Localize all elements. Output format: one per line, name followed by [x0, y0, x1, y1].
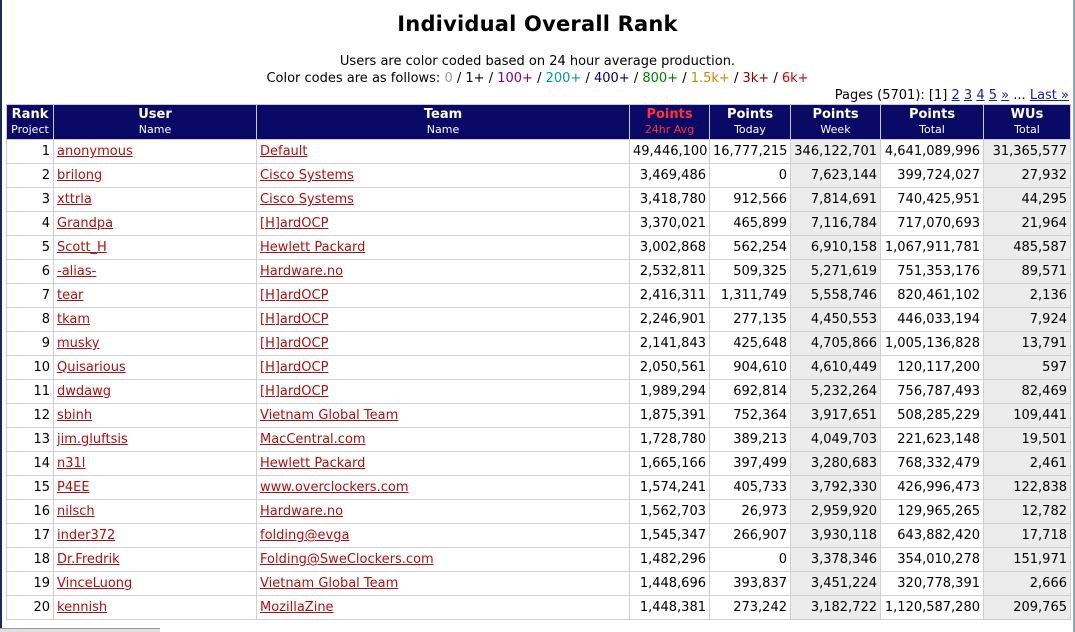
- table-row: [7, 236, 1071, 260]
- rank-cell: 9: [7, 332, 54, 356]
- points-week-cell: 3,792,330: [791, 476, 881, 500]
- points-24hr-avg-cell: 1,482,296: [630, 548, 710, 572]
- points-week-cell: 346,122,701: [791, 140, 881, 164]
- user-link[interactable]: xttrla: [57, 192, 92, 207]
- col-header-points-total[interactable]: Points Total: [881, 105, 984, 140]
- points-today-cell: 0: [710, 164, 791, 188]
- wus-total-cell: 2,136: [984, 284, 1071, 308]
- rank-cell: 3: [7, 188, 54, 212]
- team-cell: [257, 140, 630, 164]
- team-link[interactable]: Vietnam Global Team: [260, 576, 399, 591]
- team-cell: [257, 404, 630, 428]
- user-link[interactable]: VinceLuong: [57, 576, 133, 591]
- table-row: [7, 356, 1071, 380]
- points-total-cell: 1,120,587,280: [881, 596, 984, 620]
- points-week-cell: 2,959,920: [791, 500, 881, 524]
- points-total-cell: 320,778,391: [881, 572, 984, 596]
- points-today-cell: 1,311,749: [710, 284, 791, 308]
- wus-total-cell: 151,971: [984, 548, 1071, 572]
- team-link[interactable]: Default: [260, 144, 308, 159]
- points-24hr-avg-cell: 1,728,780: [630, 428, 710, 452]
- team-link[interactable]: [H]ardOCP: [260, 384, 329, 399]
- user-link[interactable]: nilsch: [57, 504, 95, 519]
- rank-cell: 16: [7, 500, 54, 524]
- points-week-cell: 4,610,449: [791, 356, 881, 380]
- team-cell: [257, 452, 630, 476]
- pagination: [835, 88, 1069, 103]
- rank-cell: 4: [7, 212, 54, 236]
- wus-total-cell: 122,838: [984, 476, 1071, 500]
- user-cell: [54, 524, 257, 548]
- points-total-cell: 768,332,479: [881, 452, 984, 476]
- points-24hr-avg-cell: 2,050,561: [630, 356, 710, 380]
- table-row: [7, 572, 1071, 596]
- user-cell: [54, 380, 257, 404]
- user-link[interactable]: -alias-: [57, 264, 97, 279]
- color-code-item: 1.5k+: [690, 71, 730, 86]
- user-cell: [54, 308, 257, 332]
- team-link[interactable]: Hewlett Packard: [260, 456, 366, 471]
- user-cell: [54, 356, 257, 380]
- rank-cell: 19: [7, 572, 54, 596]
- team-cell: [257, 188, 630, 212]
- user-cell: [54, 236, 257, 260]
- points-today-cell: 393,837: [710, 572, 791, 596]
- points-total-cell: 643,882,420: [881, 524, 984, 548]
- table-row: [7, 284, 1071, 308]
- horizontal-scrollbar[interactable]: [0, 628, 160, 632]
- user-cell: [54, 284, 257, 308]
- points-today-cell: 397,499: [710, 452, 791, 476]
- table-row: [7, 164, 1071, 188]
- user-cell: [54, 476, 257, 500]
- team-cell: [257, 236, 630, 260]
- color-code-separator: /: [452, 71, 466, 86]
- points-total-cell: 717,070,693: [881, 212, 984, 236]
- table-header-row: [7, 105, 1071, 140]
- team-cell: [257, 476, 630, 500]
- team-cell: [257, 548, 630, 572]
- col-header-team[interactable]: Team Name: [257, 105, 630, 140]
- points-week-cell: 4,450,553: [791, 308, 881, 332]
- user-cell: [54, 428, 257, 452]
- points-week-cell: 4,705,866: [791, 332, 881, 356]
- points-week-cell: 3,378,346: [791, 548, 881, 572]
- rank-table-body: [7, 140, 1071, 620]
- points-week-cell: 3,280,683: [791, 452, 881, 476]
- color-code-item: 6k+: [781, 71, 809, 86]
- wus-total-cell: 89,571: [984, 260, 1071, 284]
- team-link[interactable]: Hardware.no: [260, 504, 344, 519]
- window-frame-left: [0, 0, 2, 632]
- points-24hr-avg-cell: 3,469,486: [630, 164, 710, 188]
- rank-cell: 1: [7, 140, 54, 164]
- rank-cell: 8: [7, 308, 54, 332]
- color-code-legend-label: Color codes are as follows:: [266, 71, 441, 86]
- points-total-cell: 751,353,176: [881, 260, 984, 284]
- wus-total-cell: 2,461: [984, 452, 1071, 476]
- points-today-cell: 405,733: [710, 476, 791, 500]
- points-total-cell: 354,010,278: [881, 548, 984, 572]
- user-link[interactable]: n31l: [57, 456, 86, 471]
- team-cell: [257, 500, 630, 524]
- col-header-points-today[interactable]: Points Today: [710, 105, 791, 140]
- wus-total-cell: 2,666: [984, 572, 1071, 596]
- points-today-cell: 509,325: [710, 260, 791, 284]
- wus-total-cell: 12,782: [984, 500, 1071, 524]
- color-code-separator: /: [532, 71, 546, 86]
- user-cell: [54, 548, 257, 572]
- rank-cell: 17: [7, 524, 54, 548]
- points-today-cell: 26,973: [710, 500, 791, 524]
- points-24hr-avg-cell: 1,574,241: [630, 476, 710, 500]
- points-today-cell: 904,610: [710, 356, 791, 380]
- points-total-cell: 221,623,148: [881, 428, 984, 452]
- color-code-item: 0: [444, 71, 453, 86]
- rank-cell: 20: [7, 596, 54, 620]
- user-link[interactable]: dwdawg: [57, 384, 111, 399]
- points-total-cell: 820,461,102: [881, 284, 984, 308]
- points-total-cell: 1,067,911,781: [881, 236, 984, 260]
- points-today-cell: 273,242: [710, 596, 791, 620]
- table-row: [7, 524, 1071, 548]
- user-link[interactable]: tear: [57, 288, 84, 303]
- points-24hr-avg-cell: 1,989,294: [630, 380, 710, 404]
- points-total-cell: 740,425,951: [881, 188, 984, 212]
- points-week-cell: 3,182,722: [791, 596, 881, 620]
- points-total-cell: 4,641,089,996: [881, 140, 984, 164]
- points-today-cell: 16,777,215: [710, 140, 791, 164]
- rank-cell: 11: [7, 380, 54, 404]
- table-row: [7, 476, 1071, 500]
- points-week-cell: 5,271,619: [791, 260, 881, 284]
- wus-total-cell: 31,365,577: [984, 140, 1071, 164]
- user-cell: [54, 572, 257, 596]
- pagination-ellipsis: ...: [1013, 88, 1026, 103]
- page-title: Individual Overall Rank: [397, 12, 678, 36]
- team-cell: [257, 380, 630, 404]
- points-today-cell: 692,814: [710, 380, 791, 404]
- team-link[interactable]: Hardware.no: [260, 264, 344, 279]
- team-link[interactable]: Cisco Systems: [260, 192, 354, 207]
- team-link[interactable]: [H]ardOCP: [260, 216, 329, 231]
- points-today-cell: 0: [710, 548, 791, 572]
- points-24hr-avg-cell: 1,545,347: [630, 524, 710, 548]
- points-week-cell: 7,116,784: [791, 212, 881, 236]
- points-24hr-avg-cell: 2,141,843: [630, 332, 710, 356]
- pagination-page-4[interactable]: 4: [976, 88, 985, 103]
- table-row: [7, 188, 1071, 212]
- table-row: [7, 308, 1071, 332]
- team-link[interactable]: MozillaZine: [260, 600, 334, 615]
- points-total-cell: 756,787,493: [881, 380, 984, 404]
- points-week-cell: 3,451,224: [791, 572, 881, 596]
- pagination-next-link[interactable]: »: [1001, 88, 1010, 103]
- user-link[interactable]: anonymous: [57, 144, 133, 159]
- team-link[interactable]: Hewlett Packard: [260, 240, 366, 255]
- user-link[interactable]: P4EE: [57, 480, 90, 495]
- color-code-item: 800+: [642, 71, 679, 86]
- rank-table: [6, 104, 1071, 620]
- user-cell: [54, 260, 257, 284]
- user-link[interactable]: musky: [57, 336, 100, 351]
- user-link[interactable]: brilong: [57, 168, 103, 183]
- col-header-user[interactable]: User Name: [54, 105, 257, 140]
- team-cell: [257, 284, 630, 308]
- rank-cell: 14: [7, 452, 54, 476]
- team-link[interactable]: [H]ardOCP: [260, 336, 329, 351]
- user-cell: [54, 452, 257, 476]
- rank-cell: 5: [7, 236, 54, 260]
- user-link[interactable]: tkam: [57, 312, 91, 327]
- user-cell: [54, 188, 257, 212]
- user-link[interactable]: Quisarious: [57, 360, 126, 375]
- team-cell: [257, 260, 630, 284]
- rank-cell: 12: [7, 404, 54, 428]
- points-24hr-avg-cell: 2,416,311: [630, 284, 710, 308]
- wus-total-cell: 19,501: [984, 428, 1071, 452]
- table-row: [7, 452, 1071, 476]
- wus-total-cell: 7,924: [984, 308, 1071, 332]
- points-today-cell: 562,254: [710, 236, 791, 260]
- team-cell: [257, 572, 630, 596]
- team-cell: [257, 164, 630, 188]
- color-code-item: 100+: [497, 71, 533, 86]
- team-link[interactable]: [H]ardOCP: [260, 360, 329, 375]
- points-total-cell: 120,117,200: [881, 356, 984, 380]
- points-today-cell: 912,566: [710, 188, 791, 212]
- table-row: [7, 332, 1071, 356]
- color-code-item: 200+: [545, 71, 582, 86]
- wus-total-cell: 27,932: [984, 164, 1071, 188]
- rank-cell: 18: [7, 548, 54, 572]
- team-cell: [257, 428, 630, 452]
- user-cell: [54, 332, 257, 356]
- rank-cell: 6: [7, 260, 54, 284]
- color-code-separator: /: [629, 71, 643, 86]
- user-link[interactable]: jim.gluftsis: [57, 432, 128, 447]
- points-week-cell: 7,623,144: [791, 164, 881, 188]
- rank-cell: 7: [7, 284, 54, 308]
- user-link[interactable]: kennish: [57, 600, 108, 615]
- points-today-cell: 752,364: [710, 404, 791, 428]
- points-week-cell: 6,910,158: [791, 236, 881, 260]
- user-cell: [54, 500, 257, 524]
- user-cell: [54, 140, 257, 164]
- pagination-page-2[interactable]: 2: [951, 88, 960, 103]
- color-code-item: 400+: [593, 71, 630, 86]
- table-row: [7, 260, 1071, 284]
- user-cell: [54, 596, 257, 620]
- table-row: [7, 500, 1071, 524]
- rank-cell: 10: [7, 356, 54, 380]
- wus-total-cell: 485,587: [984, 236, 1071, 260]
- points-today-cell: 266,907: [710, 524, 791, 548]
- team-link[interactable]: Vietnam Global Team: [260, 408, 399, 423]
- team-cell: [257, 308, 630, 332]
- color-code-separator: /: [581, 71, 594, 86]
- points-week-cell: 3,917,651: [791, 404, 881, 428]
- wus-total-cell: 597: [984, 356, 1071, 380]
- points-total-cell: 129,965,265: [881, 500, 984, 524]
- wus-total-cell: 17,718: [984, 524, 1071, 548]
- col-header-wus-total[interactable]: WUs Total: [984, 105, 1071, 140]
- points-today-cell: 389,213: [710, 428, 791, 452]
- points-24hr-avg-cell: 3,418,780: [630, 188, 710, 212]
- points-24hr-avg-cell: 2,532,811: [630, 260, 710, 284]
- color-code-separator: /: [769, 71, 782, 86]
- user-link[interactable]: Grandpa: [57, 216, 114, 231]
- color-code-item: 3k+: [742, 71, 770, 86]
- color-code-separator: /: [484, 71, 498, 86]
- pagination-last-link[interactable]: Last »: [1029, 88, 1069, 103]
- points-24hr-avg-cell: 1,448,696: [630, 572, 710, 596]
- wus-total-cell: 82,469: [984, 380, 1071, 404]
- team-link[interactable]: [H]ardOCP: [260, 312, 329, 327]
- points-total-cell: 1,005,136,828: [881, 332, 984, 356]
- points-24hr-avg-cell: 3,002,868: [630, 236, 710, 260]
- points-today-cell: 425,648: [710, 332, 791, 356]
- points-today-cell: 465,899: [710, 212, 791, 236]
- rank-cell: 2: [7, 164, 54, 188]
- team-link[interactable]: MacCentral.com: [260, 432, 366, 447]
- team-link[interactable]: [H]ardOCP: [260, 288, 329, 303]
- col-header-points-24hr-avg[interactable]: Points 24hr Avg: [630, 105, 710, 140]
- pagination-label: Pages (5701):: [834, 88, 925, 103]
- pagination-page-5[interactable]: 5: [988, 88, 998, 103]
- rank-cell: 13: [7, 428, 54, 452]
- points-24hr-avg-cell: 3,370,021: [630, 212, 710, 236]
- team-link[interactable]: Cisco Systems: [260, 168, 354, 183]
- wus-total-cell: 109,441: [984, 404, 1071, 428]
- user-link[interactable]: sbinh: [57, 408, 93, 423]
- table-row: [7, 140, 1071, 164]
- wus-total-cell: 44,295: [984, 188, 1071, 212]
- color-code-separator: /: [729, 71, 743, 86]
- points-24hr-avg-cell: 1,448,381: [630, 596, 710, 620]
- rank-cell: 15: [7, 476, 54, 500]
- points-week-cell: 4,049,703: [791, 428, 881, 452]
- col-header-rank[interactable]: Rank Project: [7, 105, 54, 140]
- color-code-list: [444, 71, 808, 86]
- team-cell: [257, 332, 630, 356]
- team-cell: [257, 524, 630, 548]
- table-row: [7, 428, 1071, 452]
- col-header-points-week[interactable]: Points Week: [791, 105, 881, 140]
- table-row: [7, 212, 1071, 236]
- color-code-separator: /: [678, 71, 691, 86]
- points-24hr-avg-cell: 1,562,703: [630, 500, 710, 524]
- team-cell: [257, 212, 630, 236]
- team-link[interactable]: www.overclockers.com: [260, 480, 409, 495]
- user-cell: [54, 164, 257, 188]
- color-code-legend: [0, 71, 1075, 86]
- points-week-cell: 5,232,264: [791, 380, 881, 404]
- table-row: [7, 548, 1071, 572]
- pagination-current-page: [1]: [928, 88, 948, 103]
- user-link[interactable]: Scott_H: [57, 240, 107, 255]
- points-total-cell: 508,285,229: [881, 404, 984, 428]
- pagination-page-3[interactable]: 3: [963, 88, 973, 103]
- team-cell: [257, 596, 630, 620]
- team-link[interactable]: Folding@SweClockers.com: [260, 552, 434, 567]
- color-code-description: Users are color coded based on 24 hour average production.: [339, 54, 736, 69]
- user-cell: [54, 404, 257, 428]
- wus-total-cell: 21,964: [984, 212, 1071, 236]
- points-total-cell: 446,033,194: [881, 308, 984, 332]
- points-week-cell: 3,930,118: [791, 524, 881, 548]
- points-week-cell: 5,558,746: [791, 284, 881, 308]
- points-week-cell: 7,814,691: [791, 188, 881, 212]
- points-24hr-avg-cell: 1,665,166: [630, 452, 710, 476]
- table-row: [7, 596, 1071, 620]
- points-total-cell: 399,724,027: [881, 164, 984, 188]
- wus-total-cell: 13,791: [984, 332, 1071, 356]
- color-code-item: 1+: [465, 71, 485, 86]
- points-24hr-avg-cell: 49,446,100: [630, 140, 710, 164]
- user-link[interactable]: Dr.Fredrik: [57, 552, 120, 567]
- user-cell: [54, 212, 257, 236]
- table-row: [7, 380, 1071, 404]
- team-cell: [257, 356, 630, 380]
- points-today-cell: 277,135: [710, 308, 791, 332]
- table-row: [7, 404, 1071, 428]
- points-24hr-avg-cell: 2,246,901: [630, 308, 710, 332]
- wus-total-cell: 209,765: [984, 596, 1071, 620]
- points-total-cell: 426,996,473: [881, 476, 984, 500]
- team-link[interactable]: folding@evga: [260, 528, 350, 543]
- points-24hr-avg-cell: 1,875,391: [630, 404, 710, 428]
- user-link[interactable]: inder372: [57, 528, 116, 543]
